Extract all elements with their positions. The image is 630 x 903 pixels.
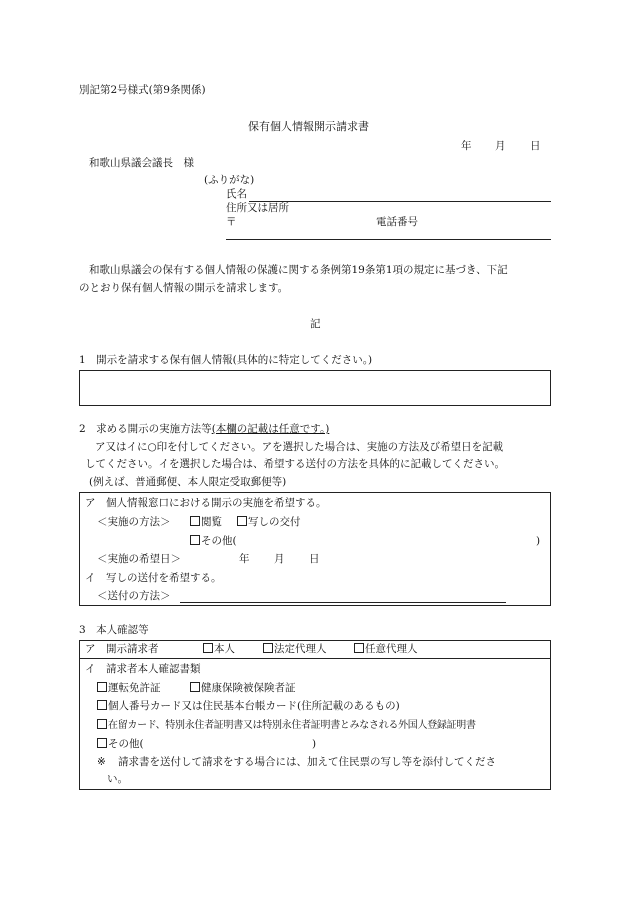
section3-divider bbox=[79, 658, 551, 659]
desired-month-label: 月 bbox=[274, 553, 285, 565]
checkbox-residence[interactable] bbox=[97, 719, 476, 733]
note-line-1: 請求書を送付して請求をする場合には、加えて住民票の写し等を添付してくださ bbox=[118, 756, 496, 768]
address-label: 住所又は居所 bbox=[226, 202, 289, 214]
checkbox-self-label: 本人 bbox=[214, 643, 235, 655]
desired-date-label: ＜実施の希望日＞ bbox=[97, 553, 181, 565]
checkbox-voluntary-agent-box[interactable] bbox=[354, 643, 364, 653]
id-docs-label: イ 請求者本人確認書類 bbox=[85, 663, 201, 675]
checkbox-view[interactable] bbox=[190, 516, 222, 529]
checkbox-mynumber[interactable] bbox=[97, 700, 400, 713]
section2-desc-1: ア又はイに○印を付してください。アを選択した場合は、実施の方法及び希望日を記載 bbox=[95, 441, 504, 453]
document-title: 保有個人情報開示請求書 bbox=[248, 120, 369, 133]
ki-label: 記 bbox=[310, 318, 321, 330]
addressee: 和歌山県議会議長 様 bbox=[89, 157, 194, 169]
checkbox-insurance-box[interactable] bbox=[190, 682, 200, 692]
section2-option-a: ア 個人情報窓口における開示の実施を希望する。 bbox=[85, 497, 327, 509]
checkbox-license[interactable] bbox=[97, 682, 161, 695]
desired-year-label: 年 bbox=[239, 553, 250, 565]
checkbox-method-other[interactable] bbox=[190, 535, 237, 548]
checkbox-doc-other-label: その他( bbox=[108, 738, 144, 750]
checkbox-self-box[interactable] bbox=[203, 643, 213, 653]
checkbox-self[interactable] bbox=[203, 643, 235, 656]
method-label: ＜実施の方法＞ bbox=[97, 516, 171, 528]
method-other-close: ) bbox=[536, 535, 541, 547]
doc-other-close: ) bbox=[312, 738, 317, 750]
checkbox-legal-agent-box[interactable] bbox=[263, 643, 273, 653]
desired-day-label: 日 bbox=[309, 553, 320, 565]
intro-line-2: のとおり保有個人情報の開示を請求します。 bbox=[79, 282, 289, 294]
section2-heading-note: (本欄の記載は任意です。) bbox=[211, 423, 330, 435]
checkbox-view-box[interactable] bbox=[190, 516, 200, 526]
checkbox-voluntary-agent[interactable] bbox=[354, 643, 418, 656]
section1-heading: 1 開示を請求する保有個人情報(具体的に特定してください。) bbox=[79, 354, 373, 366]
furigana-label: (ふりがな) bbox=[204, 174, 255, 186]
checkbox-voluntary-agent-label: 任意代理人 bbox=[365, 643, 418, 655]
send-method-field[interactable] bbox=[180, 602, 506, 603]
intro-line-1: 和歌山県議会の保有する個人情報の保護に関する条例第19条第1項の規定に基づき、下記 bbox=[89, 264, 508, 276]
checkbox-insurance[interactable] bbox=[190, 682, 296, 695]
address-field[interactable] bbox=[226, 239, 551, 240]
form-number: 別記第2号様式(第9条関係) bbox=[79, 84, 206, 96]
checkbox-doc-other-box[interactable] bbox=[97, 738, 107, 748]
section2-desc-3: (例えば、普通郵便、本人限定受取郵便等) bbox=[89, 476, 287, 488]
phone-label: 電話番号 bbox=[376, 216, 418, 228]
section2-option-b: イ 写しの送付を希望する。 bbox=[85, 572, 222, 584]
name-field[interactable] bbox=[249, 201, 551, 202]
checkbox-residence-box[interactable] bbox=[97, 719, 107, 729]
note-line-2: い。 bbox=[107, 773, 128, 785]
checkbox-legal-agent-label: 法定代理人 bbox=[274, 643, 327, 655]
checkbox-license-box[interactable] bbox=[97, 682, 107, 692]
checkbox-view-label: 閲覧 bbox=[201, 516, 222, 528]
checkbox-mynumber-box[interactable] bbox=[97, 700, 107, 710]
date-month-label: 月 bbox=[495, 140, 506, 152]
requester-type-label: ア 開示請求者 bbox=[85, 643, 159, 655]
checkbox-insurance-label: 健康保険被保険者証 bbox=[201, 682, 296, 694]
section2-heading bbox=[79, 423, 329, 436]
checkbox-method-other-box[interactable] bbox=[190, 535, 200, 545]
section1-input-box[interactable] bbox=[79, 370, 551, 406]
checkbox-method-other-label: その他( bbox=[201, 535, 237, 547]
checkbox-copy[interactable] bbox=[237, 516, 301, 529]
send-method-label: ＜送付の方法＞ bbox=[97, 590, 171, 602]
checkbox-doc-other[interactable] bbox=[97, 738, 144, 751]
date-year-label: 年 bbox=[461, 140, 472, 152]
note-mark: ※ bbox=[97, 756, 106, 768]
checkbox-copy-label: 写しの交付 bbox=[248, 516, 301, 528]
postal-mark: 〒 bbox=[226, 216, 237, 228]
date-day-label: 日 bbox=[530, 140, 541, 152]
checkbox-license-label: 運転免許証 bbox=[108, 682, 161, 694]
section3-heading: 3 本人確認等 bbox=[79, 624, 149, 636]
checkbox-copy-box[interactable] bbox=[237, 516, 247, 526]
checkbox-mynumber-label: 個人番号カード又は住民基本台帳カード(住所記載のあるもの) bbox=[108, 700, 400, 712]
name-label: 氏名 bbox=[226, 188, 247, 200]
section2-heading-text: 2 求める開示の実施方法等 bbox=[79, 423, 212, 435]
section2-desc-2: してください。イを選択した場合は、希望する送付の方法を具体的に記載してください。 bbox=[85, 458, 505, 470]
checkbox-residence-label: 在留カード、特別永住者証明書又は特別永住者証明書とみなされる外国人登録証明書 bbox=[108, 720, 476, 731]
checkbox-legal-agent[interactable] bbox=[263, 643, 327, 656]
